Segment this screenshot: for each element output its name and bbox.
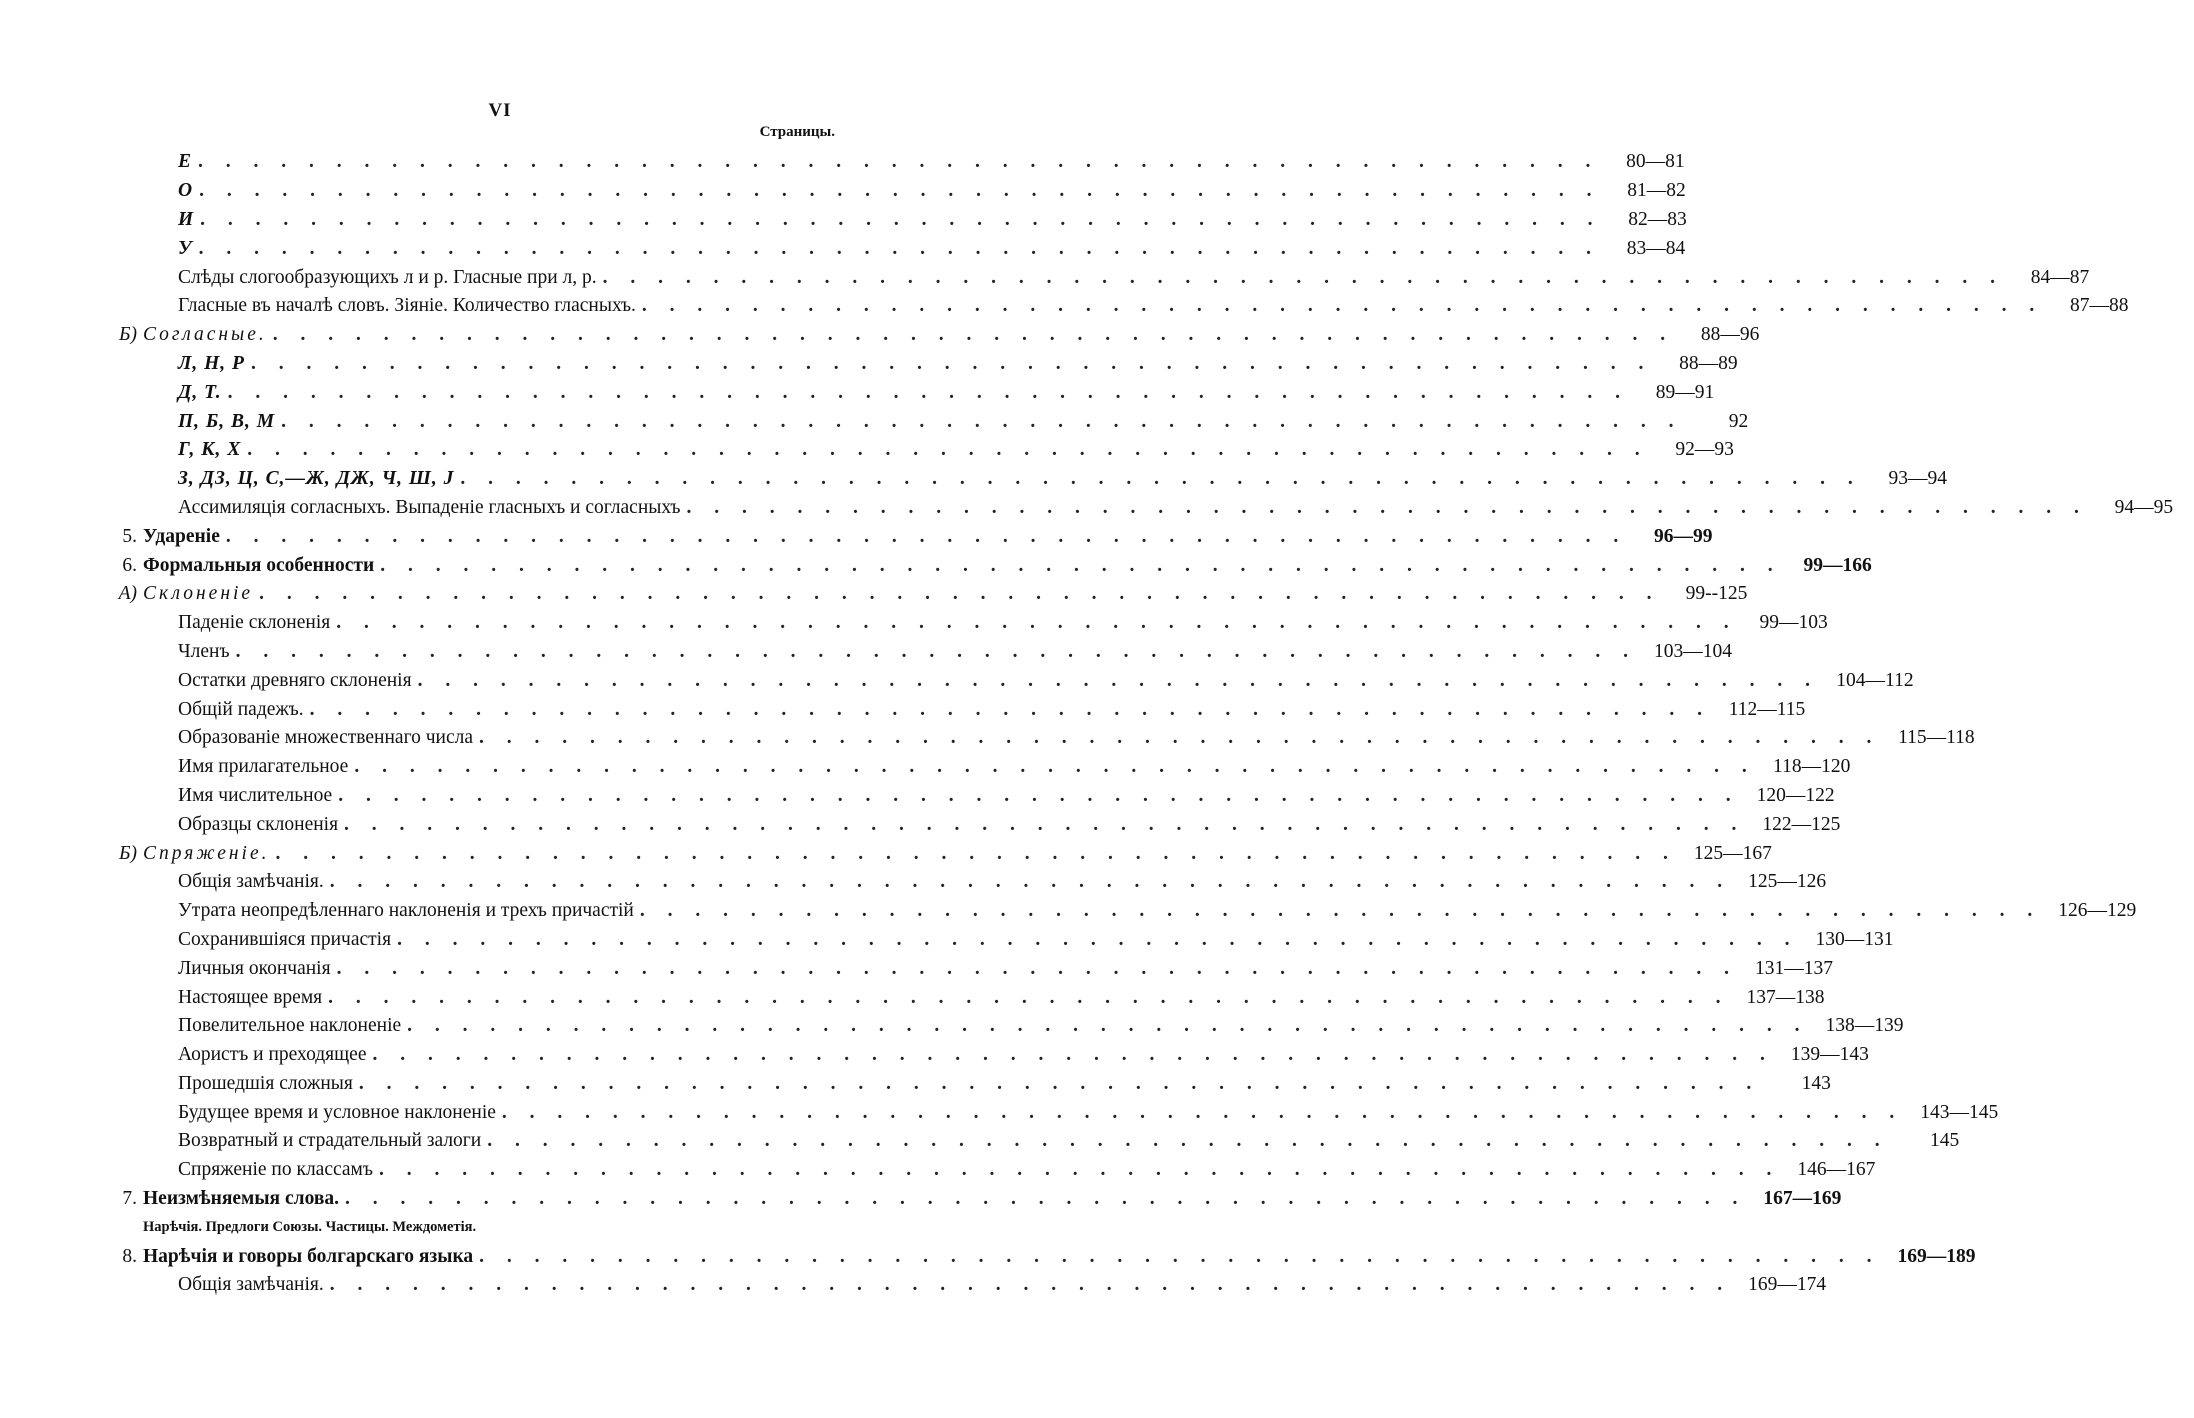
toc-entry [108, 1271, 1827, 1300]
entry-number: 7. [122, 1188, 137, 1210]
toc-entry [108, 1098, 1999, 1127]
toc-entry [108, 407, 1749, 436]
entry-number: 5. [122, 525, 137, 547]
entry-pages: 83—84 [1626, 237, 1686, 259]
entry-title: Д, Т. [178, 381, 222, 403]
entry-title: И [178, 208, 195, 230]
toc-entry [108, 666, 1914, 695]
entry-title: З, ДЗ, Ц, С,—Ж, ДЖ, Ч, Ш, J [178, 468, 455, 490]
entry-pages: 120—122 [1756, 784, 1835, 806]
entry-number: 6. [122, 554, 137, 576]
toc-subnote: Нарѣчія. Предлоги Союзы. Частицы. Междометія. [143, 1219, 477, 1236]
entry-title: У [178, 237, 193, 259]
entry-pages: 167—169 [1763, 1188, 1842, 1210]
toc-entry [108, 206, 1687, 235]
entry-title: Е [178, 151, 193, 173]
dot-leader: . . . . . . . . . . . . . . . . . . . . . . . . . . . . . . . . . . . . . . . . . . . . . . . . . . . [336, 612, 1738, 634]
toc-entry [108, 292, 2129, 321]
entry-title: Аористъ и преходящее [178, 1044, 367, 1066]
toc-entry [108, 148, 1685, 177]
dot-leader: . . . . . . . . . . . . . . . . . . . . . . . . . . . . . . . . . . . . . . . . . . . . . . . . . . . [344, 813, 1746, 835]
entry-pages: 96—99 [1653, 525, 1713, 547]
entry-title: Настоящее время [178, 986, 323, 1008]
entry-pages: 94—95 [2114, 496, 2174, 518]
entry-pages: 122—125 [1762, 813, 1841, 835]
entry-pages: 125—167 [1693, 842, 1772, 864]
toc-entry [108, 1070, 1831, 1099]
dot-leader: . . . . . . . . . . . . . . . . . . . . . . . . . . . . . . . . . . . . . . . . . . . . . . . . . . . [407, 1015, 1809, 1037]
dot-leader: . . . . . . . . . . . . . . . . . . . . . . . . . . . . . . . . . . . . . . . . . . . . . . . . . . . [329, 1274, 1732, 1296]
entry-pages: 169—174 [1748, 1274, 1827, 1296]
page-number: VI [488, 100, 512, 121]
entry-title: Образованіе множественнаго числа [178, 727, 474, 749]
entry-title: Л, Н, Р [178, 352, 245, 374]
dot-leader: . . . . . . . . . . . . . . . . . . . . . . . . . . . . . . . . . . . . . . . . . . . . . . . . . . . [329, 871, 1732, 893]
dot-leader: . . . . . . . . . . . . . . . . . . . . . . . . . . . . . . . . . . . . . . . . . . . . . . . . . . . [199, 180, 1601, 202]
dot-leader: . . . . . . . . . . . . . . . . . . . . . . . . . . . . . . . . . . . . . . . . . . . . . . . . . . . [345, 1188, 1747, 1210]
entry-pages: 92—93 [1675, 439, 1734, 461]
dot-leader: . . . . . . . . . . . . . . . . . . . . . . . . . . . . . . . . . . . . . . . . . . . . . . . . . . . [639, 900, 2042, 922]
entry-title: Удареніе [143, 525, 220, 547]
toc-entry [108, 522, 1713, 551]
entry-title: Спряженіе по классамъ [178, 1159, 373, 1181]
toc-entry [108, 551, 1872, 580]
entry-pages: 126—129 [2058, 900, 2137, 922]
entry-pages: 125—126 [1748, 871, 1827, 893]
toc-entry [108, 321, 1760, 350]
dot-leader: . . . . . . . . . . . . . . . . . . . . . . . . . . . . . . . . . . . . . . . . . . . . . . . . . . . [479, 727, 1881, 749]
entry-pages: 99--125 [1685, 583, 1748, 605]
entry-pages: 84—87 [2030, 266, 2090, 288]
entry-title: Остатки древняго склоненія [178, 669, 412, 691]
table-of-contents [108, 148, 2174, 1300]
entry-title: Будущее время и условное наклоненіе [178, 1101, 496, 1123]
dot-leader: . . . . . . . . . . . . . . . . . . . . . . . . . . . . . . . . . . . . . . . . . . . . . . . . . . . [641, 295, 2044, 317]
toc-entry [108, 378, 1715, 407]
toc-entry [108, 1185, 1842, 1214]
entry-pages: 146—167 [1797, 1159, 1876, 1181]
dot-leader: . . . . . . . . . . . . . . . . . . . . . . . . . . . . . . . . . . . . . . . . . . . . . . . . . . . [281, 410, 1683, 432]
pages-column-header: Страницы. [759, 124, 835, 140]
toc-entry [108, 839, 1772, 868]
entry-title: Слѣды слогообразующихъ л и р. Гласные при л, р. [178, 266, 597, 288]
entry-title: О [178, 180, 194, 202]
entry-pages: 137—138 [1746, 986, 1825, 1008]
entry-pages: 138—139 [1825, 1015, 1904, 1037]
dot-leader: . . . . . . . . . . . . . . . . . . . . . . . . . . . . . . . . . . . . . . . . . . . . . . . . . . . [338, 784, 1740, 806]
entry-pages: 92 [1728, 410, 1749, 432]
entry-title: Сохранившіяся причастія [178, 928, 392, 950]
entry-title: Прошедшія сложныя [178, 1072, 353, 1094]
entry-title: Согласные. [143, 324, 267, 346]
dot-leader: . . . . . . . . . . . . . . . . . . . . . . . . . . . . . . . . . . . . . . . . . . . . . . . . . . . [235, 640, 1637, 662]
dot-leader: . . . . . . . . . . . . . . . . . . . . . . . . . . . . . . . . . . . . . . . . . . . . . . . . . . . [460, 468, 1862, 490]
entry-pages: 143 [1801, 1072, 1831, 1094]
entry-title: Имя прилагательное [178, 756, 349, 778]
dot-leader: . . . . . . . . . . . . . . . . . . . . . . . . . . . . . . . . . . . . . . . . . . . . . . . . . . . [198, 237, 1600, 259]
dot-leader: . . . . . . . . . . . . . . . . . . . . . . . . . . . . . . . . . . . . . . . . . . . . . . . . . . . [336, 957, 1738, 979]
toc-entry [108, 695, 1806, 724]
entry-title: Образцы склоненія [178, 813, 339, 835]
entry-title: Неизмѣняемыя слова. [143, 1188, 339, 1210]
dot-leader: . . . . . . . . . . . . . . . . . . . . . . . . . . . . . . . . . . . . . . . . . . . . . . . . . . . [354, 756, 1756, 778]
entry-title: Общій падежъ. [178, 698, 304, 720]
entry-title: Личныя окончанія [178, 957, 331, 979]
dot-leader: . . . . . . . . . . . . . . . . . . . . . . . . . . . . . . . . . . . . . . . . . . . . . . . . . . . [275, 842, 1677, 864]
toc-entry [108, 609, 1828, 638]
toc-entry [108, 724, 1975, 753]
entry-pages: 145 [1929, 1130, 1960, 1152]
toc-entry [108, 897, 2137, 926]
entry-number: Б) [119, 842, 137, 864]
toc-entry [108, 926, 1894, 955]
entry-pages: 93—94 [1888, 468, 1948, 490]
entry-number: Б) [119, 324, 137, 346]
entry-pages: 139—143 [1790, 1044, 1869, 1066]
toc-entry [108, 753, 1851, 782]
dot-leader: . . . . . . . . . . . . . . . . . . . . . . . . . . . . . . . . . . . . . . . . . . . . . . . . . . . [397, 928, 1799, 950]
dot-leader: . . . . . . . . . . . . . . . . . . . . . . . . . . . . . . . . . . . . . . . . . . . . . . . . . . . [259, 583, 1661, 605]
entry-pages: 99—166 [1803, 554, 1872, 576]
toc-entry [108, 810, 1841, 839]
entry-pages: 118—120 [1773, 756, 1851, 778]
entry-pages: 169—189 [1897, 1245, 1976, 1267]
dot-leader: . . . . . . . . . . . . . . . . . . . . . . . . . . . . . . . . . . . . . . . . . . . . . . . . . . . [372, 1044, 1774, 1066]
entry-pages: 112—115 [1728, 698, 1806, 720]
dot-leader: . . . . . . . . . . . . . . . . . . . . . . . . . . . . . . . . . . . . . . . . . . . . . . . . . . . [358, 1072, 1761, 1094]
dot-leader: . . . . . . . . . . . . . . . . . . . . . . . . . . . . . . . . . . . . . . . . . . . . . . . . . . . [328, 986, 1730, 1008]
toc-entry [108, 436, 1734, 465]
entry-title: Формальныя особенности [143, 554, 375, 576]
entry-title: Гласные въ началѣ словъ. Зіяніе. Количество гласныхъ. [178, 295, 636, 317]
entry-pages: 143—145 [1920, 1101, 1999, 1123]
dot-leader: . . . . . . . . . . . . . . . . . . . . . . . . . . . . . . . . . . . . . . . . . . . . . . . . . . . [602, 266, 2005, 288]
dot-leader: . . . . . . . . . . . . . . . . . . . . . . . . . . . . . . . . . . . . . . . . . . . . . . . . . . . [225, 525, 1628, 547]
toc-entry [108, 1127, 1960, 1156]
entry-title: Утрата неопредѣленнаго наклоненія и трехъ причастій [178, 900, 634, 922]
toc-entry [108, 234, 1686, 263]
toc-entry [108, 1041, 1869, 1070]
toc-entry [108, 782, 1835, 811]
toc-entry [108, 983, 1825, 1012]
entry-pages: 81—82 [1627, 180, 1686, 202]
dot-leader: . . . . . . . . . . . . . . . . . . . . . . . . . . . . . . . . . . . . . . . . . . . . . . . . . . . [380, 554, 1782, 576]
dot-leader: . . . . . . . . . . . . . . . . . . . . . . . . . . . . . . . . . . . . . . . . . . . . . . . . . . . [378, 1159, 1781, 1181]
entry-number: 8. [122, 1245, 137, 1267]
dot-leader: . . . . . . . . . . . . . . . . . . . . . . . . . . . . . . . . . . . . . . . . . . . . . . . . . . . [501, 1101, 1904, 1123]
dot-leader: . . . . . . . . . . . . . . . . . . . . . . . . . . . . . . . . . . . . . . . . . . . . . . . . . . . [227, 381, 1630, 403]
entry-pages: 80—81 [1626, 151, 1685, 173]
entry-pages: 87—88 [2070, 295, 2129, 317]
entry-pages: 88—96 [1700, 324, 1760, 346]
toc-entry [108, 638, 1732, 667]
toc-entry [108, 954, 1833, 983]
entry-pages: 88—89 [1679, 352, 1738, 374]
toc-entry [108, 580, 1748, 609]
dot-leader: . . . . . . . . . . . . . . . . . . . . . . . . . . . . . . . . . . . . . . . . . . . . . . . . . . . [200, 208, 1602, 230]
toc-entry [108, 868, 1827, 897]
dot-leader: . . . . . . . . . . . . . . . . . . . . . . . . . . . . . . . . . . . . . . . . . . . . . . . . . . . [247, 439, 1649, 461]
entry-title: Общія замѣчанія. [178, 871, 324, 893]
toc-entry [108, 1242, 1976, 1271]
entry-title: Имя числительное [178, 784, 333, 806]
entry-title: Нарѣчія и говоры болгарскаго языка [143, 1245, 474, 1267]
toc-entry [108, 1156, 1876, 1185]
dot-leader: . . . . . . . . . . . . . . . . . . . . . . . . . . . . . . . . . . . . . . . . . . . . . . . . . . . [250, 352, 1653, 374]
entry-title: Общія замѣчанія. [178, 1274, 324, 1296]
toc-entry [108, 1012, 1904, 1041]
dot-leader: . . . . . . . . . . . . . . . . . . . . . . . . . . . . . . . . . . . . . . . . . . . . . . . . . . . [479, 1245, 1881, 1267]
toc-entry [108, 350, 1738, 379]
entry-title: Спряженіе. [143, 842, 270, 864]
entry-title: Г, К, Х [178, 439, 242, 461]
entry-pages: 103—104 [1653, 640, 1732, 662]
entry-pages: 104—112 [1836, 669, 1914, 691]
entry-title: Возвратный и страдательный залоги [178, 1130, 482, 1152]
entry-title: П, Б, В, М [178, 410, 276, 432]
entry-title: Членъ [178, 640, 230, 662]
dot-leader: . . . . . . . . . . . . . . . . . . . . . . . . . . . . . . . . . . . . . . . . . . . . . . . . . . . [686, 496, 2088, 518]
entry-title: Повелительное наклоненіе [178, 1015, 402, 1037]
toc-entry [108, 263, 2090, 292]
dot-leader: . . . . . . . . . . . . . . . . . . . . . . . . . . . . . . . . . . . . . . . . . . . . . . . . . . . [272, 324, 1675, 346]
entry-pages: 99—103 [1759, 612, 1828, 634]
entry-pages: 89—91 [1655, 381, 1715, 403]
dot-leader: . . . . . . . . . . . . . . . . . . . . . . . . . . . . . . . . . . . . . . . . . . . . . . . . . . . [309, 698, 1711, 720]
entry-pages: 130—131 [1815, 928, 1894, 950]
dot-leader: . . . . . . . . . . . . . . . . . . . . . . . . . . . . . . . . . . . . . . . . . . . . . . . . . . . [198, 151, 1600, 173]
toc-entry [108, 494, 2174, 523]
toc-entry [108, 177, 1686, 206]
entry-title: Паденіе склоненія [178, 612, 331, 634]
entry-title: Склоненіе [143, 583, 254, 605]
dot-leader: . . . . . . . . . . . . . . . . . . . . . . . . . . . . . . . . . . . . . . . . . . . . . . . . . . . [417, 669, 1819, 691]
entry-pages: 131—137 [1754, 957, 1833, 979]
entry-pages: 82—83 [1628, 208, 1687, 230]
entry-pages: 115—118 [1898, 727, 1975, 749]
dot-leader: . . . . . . . . . . . . . . . . . . . . . . . . . . . . . . . . . . . . . . . . . . . . . . . . . . . [487, 1130, 1889, 1152]
entry-title: Ассимиляція согласныхъ. Выпаденіе гласныхъ и согласныхъ [178, 496, 681, 518]
entry-number: А) [118, 583, 137, 605]
toc-entry [108, 465, 1948, 494]
